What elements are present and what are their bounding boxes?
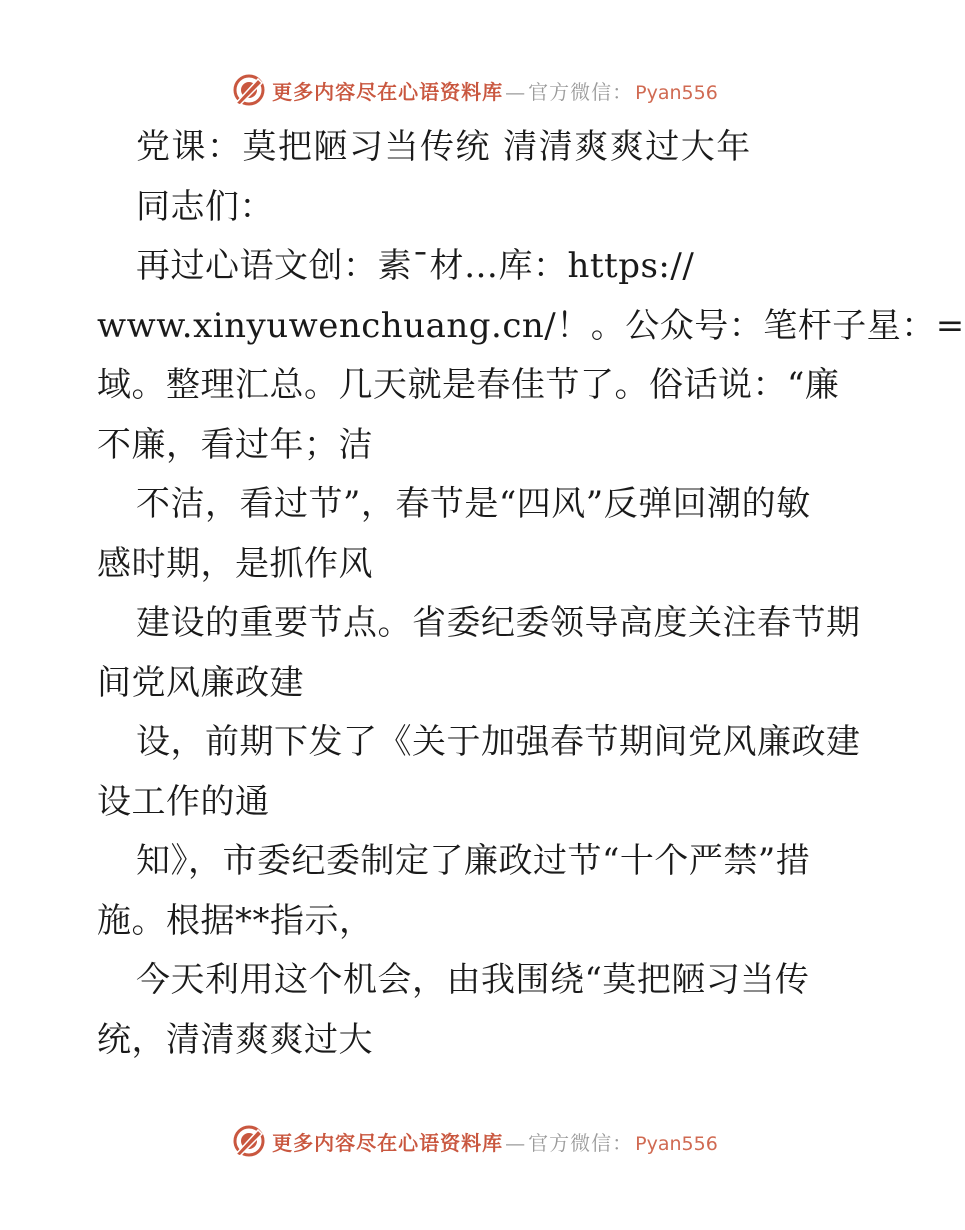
watermark-wechat-id: Pyan556 (635, 81, 718, 104)
watermark-wechat-label: 官方微信 (528, 1130, 613, 1155)
watermark-wechat-id: Pyan556 (635, 1132, 718, 1155)
paragraph-line: 建设的重要节点。省委纪委领导高度关注春节期 (136, 603, 861, 643)
pen-logo-icon (232, 73, 266, 107)
paragraph-line: 间党风廉政建 (97, 662, 304, 703)
paragraph-line: 今天利用这个机会，由我围绕“莫把陋习当传 (136, 960, 810, 1000)
paragraph-line: 不廉，看过年；洁 (97, 424, 373, 465)
watermark-separator: ： (612, 79, 634, 104)
watermark-main-text: 更多内容尽在心语资料库 (272, 79, 504, 104)
watermark-wechat-label: 官方微信 (528, 79, 613, 104)
paragraph-line: 感时期，是抓作风 (97, 543, 373, 584)
paragraph-line: 设工作的通 (97, 781, 270, 822)
document-title: 党课：莫把陋习当传统 清清爽爽过大年 (136, 127, 752, 167)
paragraph-line: 设，前期下发了《关于加强春节期间党风廉政建 (136, 722, 861, 762)
watermark-dash: — (505, 1130, 527, 1155)
salutation: 同志们： (136, 186, 274, 227)
paragraph-line: 不洁，看过节”，春节是“四风”反弹回潮的敏 (136, 484, 811, 524)
watermark-main-text: 更多内容尽在心语资料库 (272, 1130, 504, 1155)
paragraph-line: 域。整理汇总。几天就是春佳节了。俗话说：“廉 (97, 365, 840, 405)
footer-watermark (0, 1121, 950, 1161)
paragraph-line: 施。根据**指示， (97, 900, 374, 941)
header-watermark (0, 70, 950, 110)
watermark-separator: ： (612, 1130, 634, 1155)
paragraph-line: 统，清清爽爽过大 (97, 1019, 373, 1060)
pen-logo-icon (232, 1124, 266, 1158)
paragraph-line: www.xinyuwenchuang.cn/！。公众号：笔杆子星：= (97, 305, 965, 346)
document-body (97, 118, 965, 1070)
paragraph-line: 知》，市委纪委制定了廉政过节“十个严禁”措 (136, 841, 811, 881)
watermark-dash: — (505, 79, 527, 104)
paragraph-line: 再过心语文创：素¯材…库：https:// (136, 246, 695, 286)
